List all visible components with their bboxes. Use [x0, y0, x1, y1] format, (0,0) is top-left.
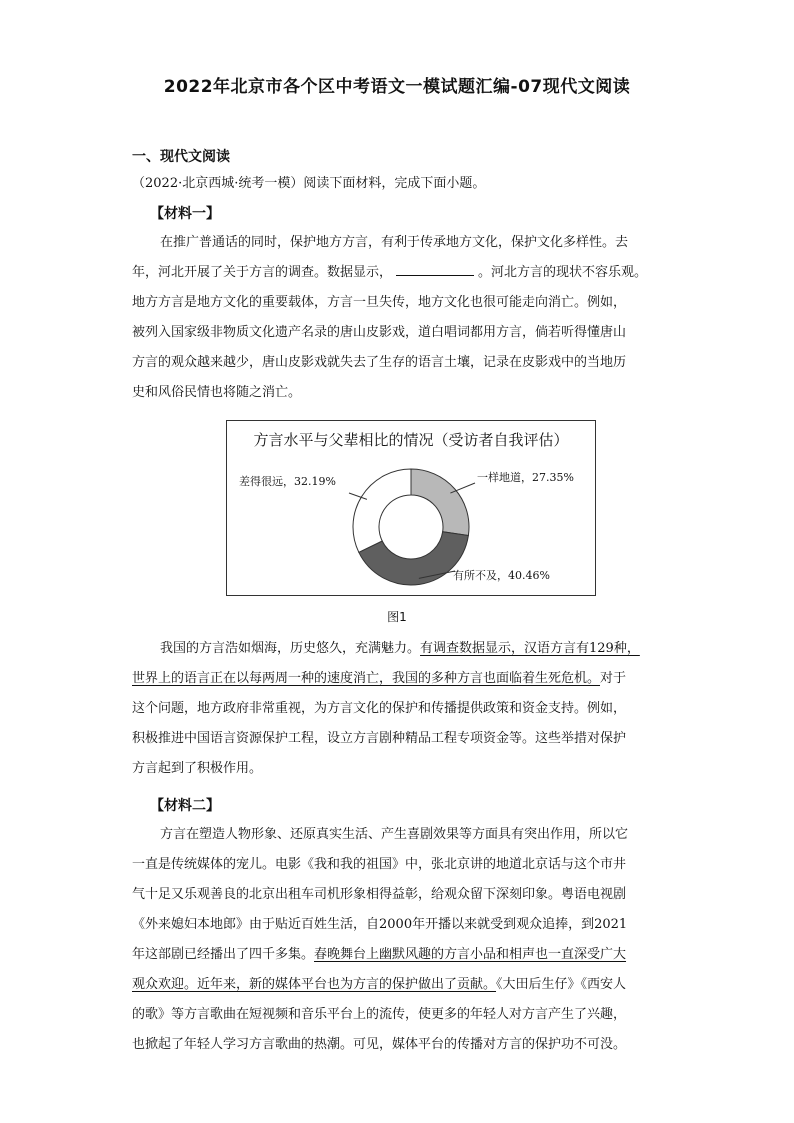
material-one-paragraph	[132, 228, 666, 408]
text-line	[132, 664, 666, 694]
text-line: 积极推进中国语言资源保护工程，设立方言剧种精品工程专项资金等。这些举措对保护	[132, 731, 627, 746]
material-two-label: 【材料二】	[150, 798, 220, 814]
text-segment: 对于	[600, 671, 627, 686]
donut-chart	[227, 421, 595, 595]
text-segment: 我国的方言浩如烟海，历史悠久，充满魅力。	[160, 641, 421, 656]
text-line	[132, 634, 666, 664]
text-segment: 。河北方言的现状不容乐观。	[478, 265, 648, 280]
document-title: 2022年北京市各个区中考语文一模试题汇编-07现代文阅读	[163, 77, 631, 97]
material-two-paragraph	[132, 820, 666, 1060]
donut-chart-box	[226, 420, 596, 596]
text-line: 一直是传统媒体的宠儿。电影《我和我的祖国》中，张北京讲的地道北京话与这个市井	[132, 857, 627, 872]
text-line: 气十足又乐观善良的北京出租车司机形象相得益彰，给观众留下深刻印象。粤语电视剧	[132, 887, 627, 902]
text-segment: 年这部剧已经播出了四千多集。	[132, 947, 315, 962]
text-line	[132, 940, 666, 970]
text-line: 史和风俗民情也将随之消亡。	[132, 385, 302, 400]
donut-slice-2	[353, 469, 411, 552]
text-segment: 《大田后生仔》《西安人	[496, 977, 627, 992]
donut-slice-0	[411, 469, 469, 536]
figure-caption: 图1	[387, 610, 407, 624]
text-line: 被列入国家级非物质文化遗产名录的唐山皮影戏，道白唱词都用方言，倘若听得懂唐山	[132, 325, 627, 340]
text-line: 《外来媳妇本地郎》由于贴近百姓生活，自2000年开播以来就受到观众追捧，到2021	[132, 917, 628, 932]
source-line: （2022·北京西城·统考一模）阅读下面材料，完成下面小题。	[132, 176, 486, 191]
fill-in-blank	[396, 261, 474, 276]
text-line: 的歌》等方言歌曲在短视频和音乐平台上的流传，使更多的年轻人对方言产生了兴趣，	[132, 1007, 627, 1022]
text-line: 也掀起了年轻人学习方言歌曲的热潮。可见，媒体平台的传播对方言的保护功不可没。	[132, 1037, 627, 1052]
underlined-text: 世界上的语言正在以每两周一种的速度消亡，我国的多种方言也面临着生死危机。	[132, 671, 601, 686]
text-segment: 年，河北开展了关于方言的调查。数据显示，	[132, 265, 393, 280]
slice-label-2: 差得很远，32.19%	[239, 475, 336, 488]
text-line: 这个问题，地方政府非常重视，为方言文化的保护和传播提供政策和资金支持。例如，	[132, 701, 627, 716]
slice-label-0: 一样地道，27.35%	[477, 471, 574, 484]
underlined-text: 春晚舞台上幽默风趣的方言小品和相声也一直深受广大	[314, 947, 627, 962]
material-one-paragraph-2	[132, 634, 666, 784]
text-line: 方言在塑造人物形象、还原真实生活、产生喜剧效果等方面具有突出作用，所以它	[160, 827, 629, 842]
material-one-label: 【材料一】	[150, 206, 220, 222]
text-line	[132, 970, 666, 1000]
underlined-text: 观众欢迎。近年来，新的媒体平台也为方言的保护做出了贡献。	[132, 977, 497, 992]
text-line	[132, 258, 666, 288]
text-line: 地方方言是地方文化的重要载体，方言一旦失传，地方文化也很可能走向消亡。例如，	[132, 295, 627, 310]
chart-title: 方言水平与父辈相比的情况（受访者自我评估）	[253, 431, 569, 449]
slice-label-1: 有所不及，40.46%	[453, 569, 550, 582]
text-line: 方言的观众越来越少，唐山皮影戏就失去了生存的语言土壤，记录在皮影戏中的当地历	[132, 355, 627, 370]
text-line: 方言起到了积极作用。	[132, 761, 263, 776]
section-heading: 一、现代文阅读	[132, 149, 230, 165]
text-line: 在推广普通话的同时，保护地方方言，有利于传承地方文化，保护文化多样性。去	[160, 235, 629, 250]
underlined-text: 有调查数据显示，汉语方言有129种，	[420, 641, 640, 656]
